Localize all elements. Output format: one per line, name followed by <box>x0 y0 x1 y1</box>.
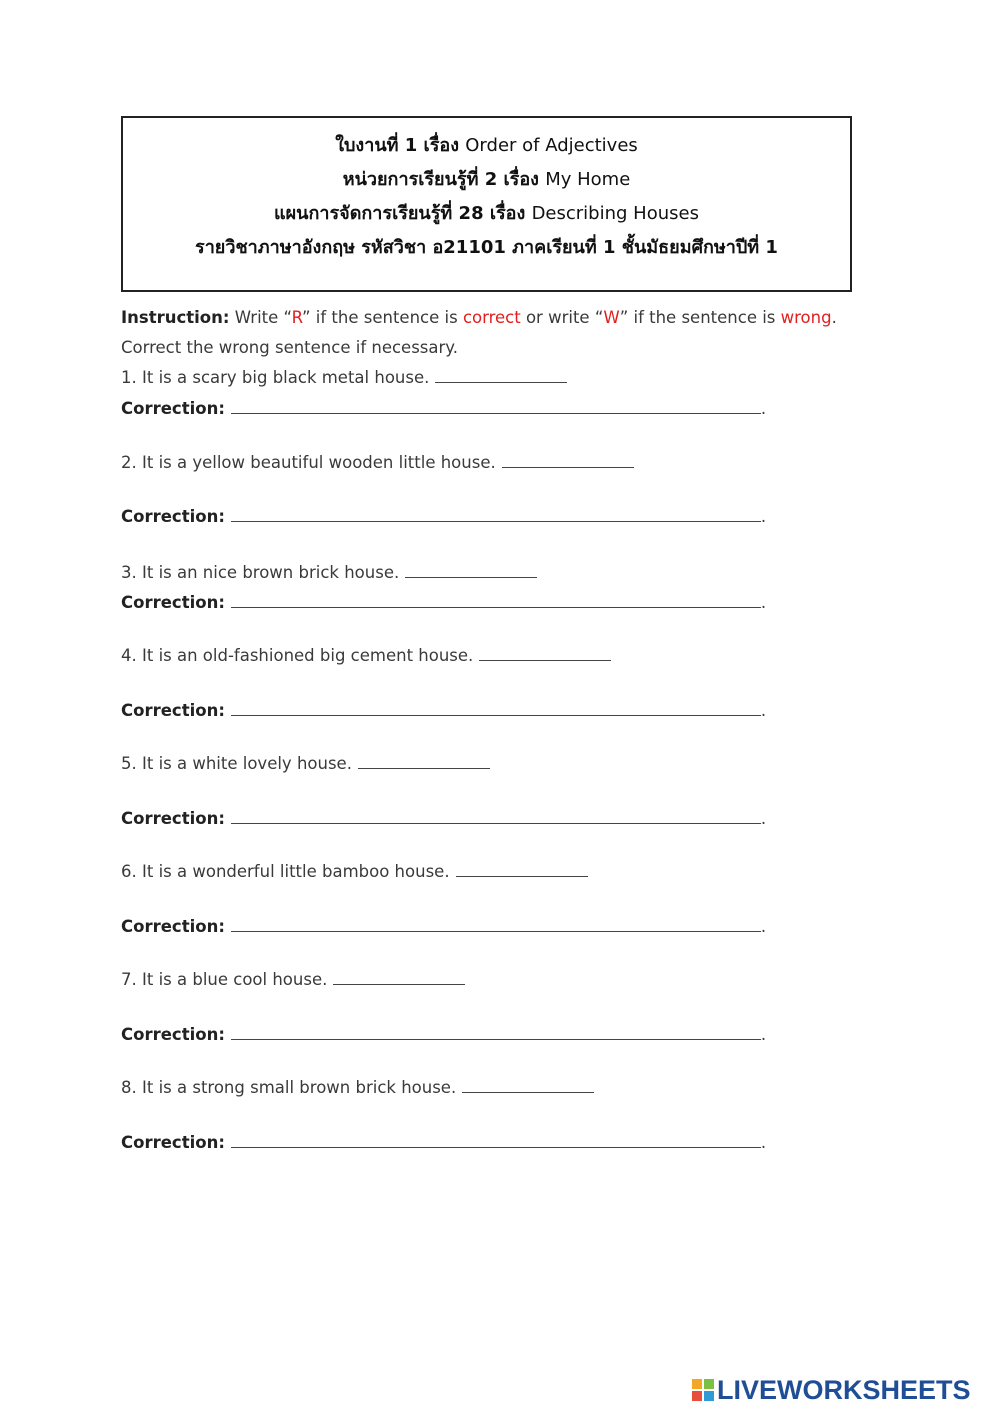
header-line-2-english: My Home <box>545 169 631 190</box>
question-6 <box>121 862 588 881</box>
header-line-1-thai: ใบงานที่ 1 เรื่อง <box>335 135 459 156</box>
correction-2 <box>121 507 766 526</box>
answer-7-input[interactable] <box>333 970 465 985</box>
correction-3-label: Correction: <box>121 593 225 612</box>
question-7-text: 7. It is a blue cool house. <box>121 970 328 989</box>
correction-7 <box>121 1025 766 1044</box>
correction-2-period: . <box>760 507 767 526</box>
answer-3-input[interactable] <box>405 563 537 578</box>
correction-3-input[interactable] <box>231 593 761 608</box>
instruction-text-2: ” if the sentence is <box>302 308 463 327</box>
instruction-r: R <box>291 308 302 327</box>
correction-1-input[interactable] <box>231 399 761 414</box>
header-line-3-english: Describing Houses <box>531 203 699 224</box>
correction-5-label: Correction: <box>121 809 225 828</box>
header-line-2 <box>123 164 850 193</box>
correction-8-label: Correction: <box>121 1133 225 1152</box>
question-1-text: 1. It is a scary big black metal house. <box>121 368 430 387</box>
logo-block-4 <box>704 1391 714 1401</box>
correction-5-period: . <box>760 809 767 828</box>
header-line-1-english: Order of Adjectives <box>465 135 638 156</box>
question-2-text: 2. It is a yellow beautiful wooden little house. <box>121 453 496 472</box>
correction-6-label: Correction: <box>121 917 225 936</box>
instruction-wrong: wrong <box>780 308 832 327</box>
instruction-label: Instruction: <box>121 308 230 327</box>
header-line-3 <box>123 198 850 227</box>
answer-1-input[interactable] <box>435 368 567 383</box>
correction-6 <box>121 917 766 936</box>
correction-7-label: Correction: <box>121 1025 225 1044</box>
correction-4-input[interactable] <box>231 701 761 716</box>
liveworksheets-logo <box>692 1375 971 1405</box>
correction-3 <box>121 593 766 612</box>
question-5 <box>121 754 490 773</box>
answer-5-input[interactable] <box>358 754 490 769</box>
instruction-text-3: or write “ <box>520 308 604 327</box>
answer-8-input[interactable] <box>462 1078 594 1093</box>
logo-blocks-icon <box>692 1379 714 1401</box>
instruction-line <box>121 308 837 327</box>
answer-4-input[interactable] <box>479 646 611 661</box>
correction-8 <box>121 1133 766 1152</box>
correction-8-input[interactable] <box>231 1133 761 1148</box>
question-2 <box>121 453 634 472</box>
answer-2-input[interactable] <box>502 453 634 468</box>
instruction-text-4: ” if the sentence is <box>619 308 781 327</box>
correction-7-input[interactable] <box>231 1025 761 1040</box>
correction-1-label: Correction: <box>121 399 225 418</box>
correction-7-period: . <box>760 1025 767 1044</box>
question-4-text: 4. It is an old-fashioned big cement house. <box>121 646 474 665</box>
instruction-line-2: Correct the wrong sentence if necessary. <box>121 338 458 357</box>
worksheet-header-box <box>121 116 852 292</box>
instruction-text-5: . <box>831 308 837 327</box>
correction-4-period: . <box>760 701 767 720</box>
answer-6-input[interactable] <box>456 862 588 877</box>
question-1 <box>121 368 567 387</box>
correction-6-input[interactable] <box>231 917 761 932</box>
question-6-text: 6. It is a wonderful little bamboo house. <box>121 862 450 881</box>
correction-5-input[interactable] <box>231 809 761 824</box>
correction-1-period: . <box>760 399 767 418</box>
correction-2-input[interactable] <box>231 507 761 522</box>
correction-8-period: . <box>760 1133 767 1152</box>
header-line-2-thai: หน่วยการเรียนรู้ที่ 2 เรื่อง <box>342 169 539 190</box>
header-line-1 <box>123 130 850 159</box>
question-7 <box>121 970 465 989</box>
question-8-text: 8. It is a strong small brown brick house. <box>121 1078 457 1097</box>
instruction-text-1: Write “ <box>229 308 292 327</box>
correction-2-label: Correction: <box>121 507 225 526</box>
logo-block-3 <box>692 1391 702 1401</box>
logo-text: LIVEWORKSHEETS <box>717 1374 971 1405</box>
question-8 <box>121 1078 594 1097</box>
header-line-3-thai: แผนการจัดการเรียนรู้ที่ 28 เรื่อง <box>274 203 526 224</box>
logo-block-2 <box>704 1379 714 1389</box>
question-3-text: 3. It is an nice brown brick house. <box>121 563 400 582</box>
instruction-w: W <box>603 308 620 327</box>
logo-block-1 <box>692 1379 702 1389</box>
correction-5 <box>121 809 766 828</box>
question-3 <box>121 563 537 582</box>
correction-3-period: . <box>760 593 767 612</box>
correction-4-label: Correction: <box>121 701 225 720</box>
question-4 <box>121 646 611 665</box>
header-line-4: รายวิชาภาษาอังกฤษ รหัสวิชา อ21101 ภาคเรียนที่ 1 ชั้นมัธยมศึกษาปีที่ 1 <box>195 237 778 258</box>
question-5-text: 5. It is a white lovely house. <box>121 754 352 773</box>
correction-6-period: . <box>760 917 767 936</box>
correction-4 <box>121 701 766 720</box>
correction-1 <box>121 399 766 418</box>
instruction-correct: correct <box>462 308 521 327</box>
